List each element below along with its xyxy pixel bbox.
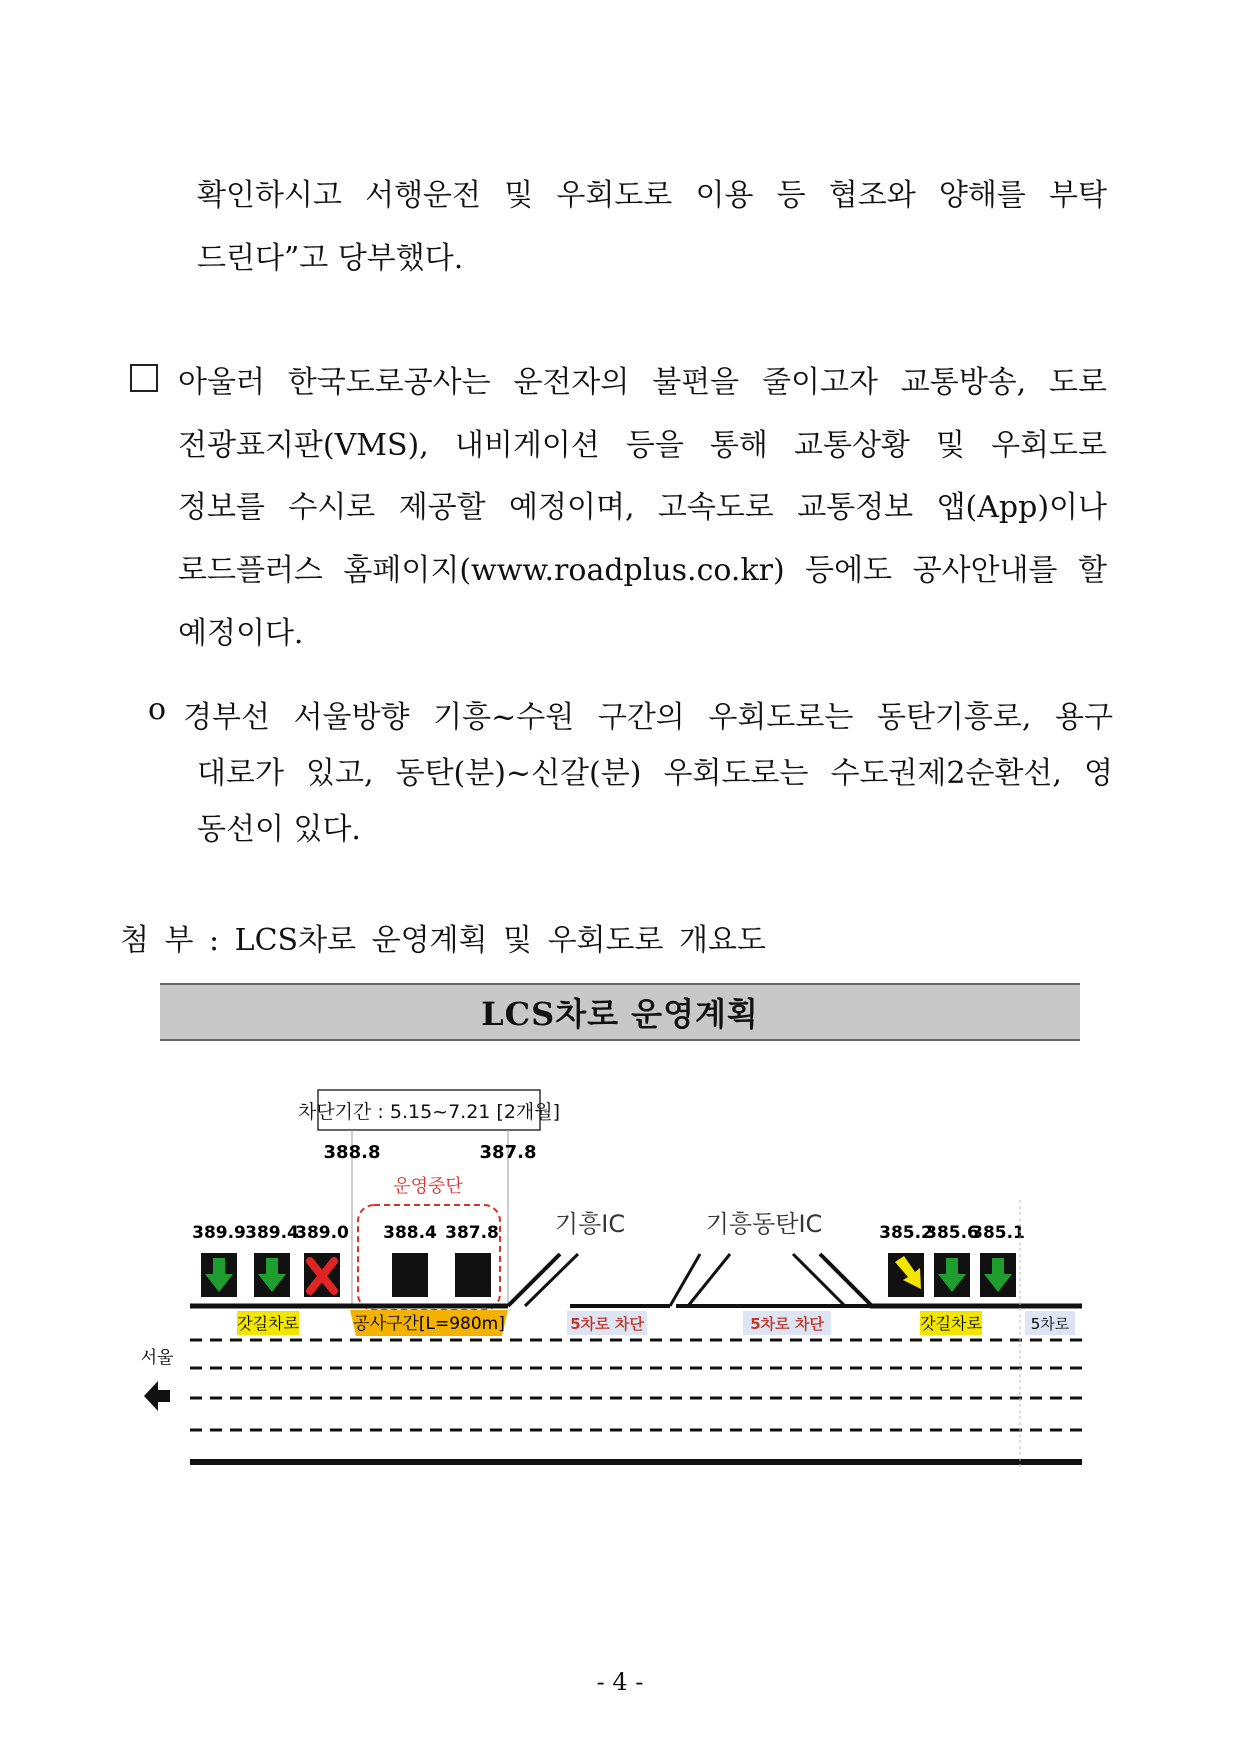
page-number: - 4 - <box>596 1668 644 1696</box>
o-bullet: o <box>148 692 167 727</box>
para2-line2: 전광표지판(VMS), 내비게이션 등을 통해 교통상황 및 우회도로 <box>178 428 1107 463</box>
sign-km-8: 385.1 <box>971 1223 1025 1243</box>
para3-line3: 동선이 있다. <box>197 812 361 847</box>
shoulder-left-label: 갓길차로 <box>237 1314 299 1333</box>
shoulder-right-label: 갓길차로 <box>920 1314 982 1333</box>
sign-km-7: 385.6 <box>925 1223 979 1243</box>
block1-label: 5차로 차단 <box>570 1315 644 1333</box>
lcs-sign-6 <box>888 1253 924 1297</box>
suspended-label: 운영중단 <box>393 1176 463 1197</box>
para2-line5: 예정이다. <box>178 616 304 651</box>
lcs-lane-diagram <box>0 1080 1240 1500</box>
para3-line2: 대로가 있고, 동탄(분)~신갈(분) 우회도로는 수도권제2순환선, 영 <box>197 756 1113 791</box>
block2-label: 5차로 차단 <box>750 1315 824 1333</box>
para2-line1: 아울러 한국도로공사는 운전자의 불편을 줄이고자 교통방송, 도로 <box>178 365 1107 400</box>
lcs-sign-7 <box>934 1253 970 1297</box>
attachment-note: 첨 부 : LCS차로 운영계획 및 우회도로 개요도 <box>120 923 766 958</box>
sign-km-2: 389.4 <box>245 1223 299 1243</box>
span-start-km: 388.8 <box>323 1142 381 1163</box>
span-end-km: 387.8 <box>479 1142 537 1163</box>
para2-line4: 로드플러스 홈페이지(www.roadplus.co.kr) 등에도 공사안내를 할 <box>178 553 1107 588</box>
direction-label: 서울 <box>140 1348 174 1368</box>
lcs-sign-2 <box>254 1253 290 1297</box>
para2-line3: 정보를 수시로 제공할 예정이며, 고속도로 교통정보 앱(App)이나 <box>178 490 1107 525</box>
lcs-sign-4-off <box>392 1253 428 1297</box>
banner-title: LCS차로 운영계획 <box>481 995 759 1033</box>
checkbox-bullet <box>130 363 158 398</box>
lcs-sign-8 <box>980 1253 1016 1297</box>
lcs-plan-banner <box>160 983 1080 1041</box>
ramp-line-6 <box>820 1254 872 1306</box>
sign-km-1: 389.9 <box>192 1223 246 1243</box>
closure-period-text: 차단기간 : 5.15~7.21 [2개월] <box>297 1101 561 1123</box>
sign-km-6: 385.2 <box>879 1223 933 1243</box>
para1-line2: 드린다”고 당부했다. <box>197 241 464 276</box>
ramp-line-5 <box>793 1254 845 1306</box>
para1-line1: 확인하시고 서행운전 및 우회도로 이용 등 협조와 양해를 부탁 <box>197 178 1107 213</box>
square-bullet-icon <box>130 364 158 392</box>
lane5-label: 5차로 <box>1030 1315 1070 1333</box>
lcs-sign-1 <box>201 1253 237 1297</box>
lcs-sign-5-off <box>455 1253 491 1297</box>
lcs-sign-3 <box>304 1253 340 1297</box>
ic2-label: 기흥동탄IC <box>705 1210 823 1238</box>
sign-km-3: 389.0 <box>295 1223 349 1243</box>
sign-km-5: 387.8 <box>445 1223 499 1243</box>
para3-line1: 경부선 서울방향 기흥~수원 구간의 우회도로는 동탄기흥로, 용구 <box>183 700 1113 735</box>
work-zone-label: 공사구간[L=980m] <box>353 1314 505 1334</box>
ic1-label: 기흥IC <box>554 1210 626 1238</box>
left-arrow-icon <box>144 1381 170 1411</box>
sign-km-4: 388.4 <box>383 1223 437 1243</box>
